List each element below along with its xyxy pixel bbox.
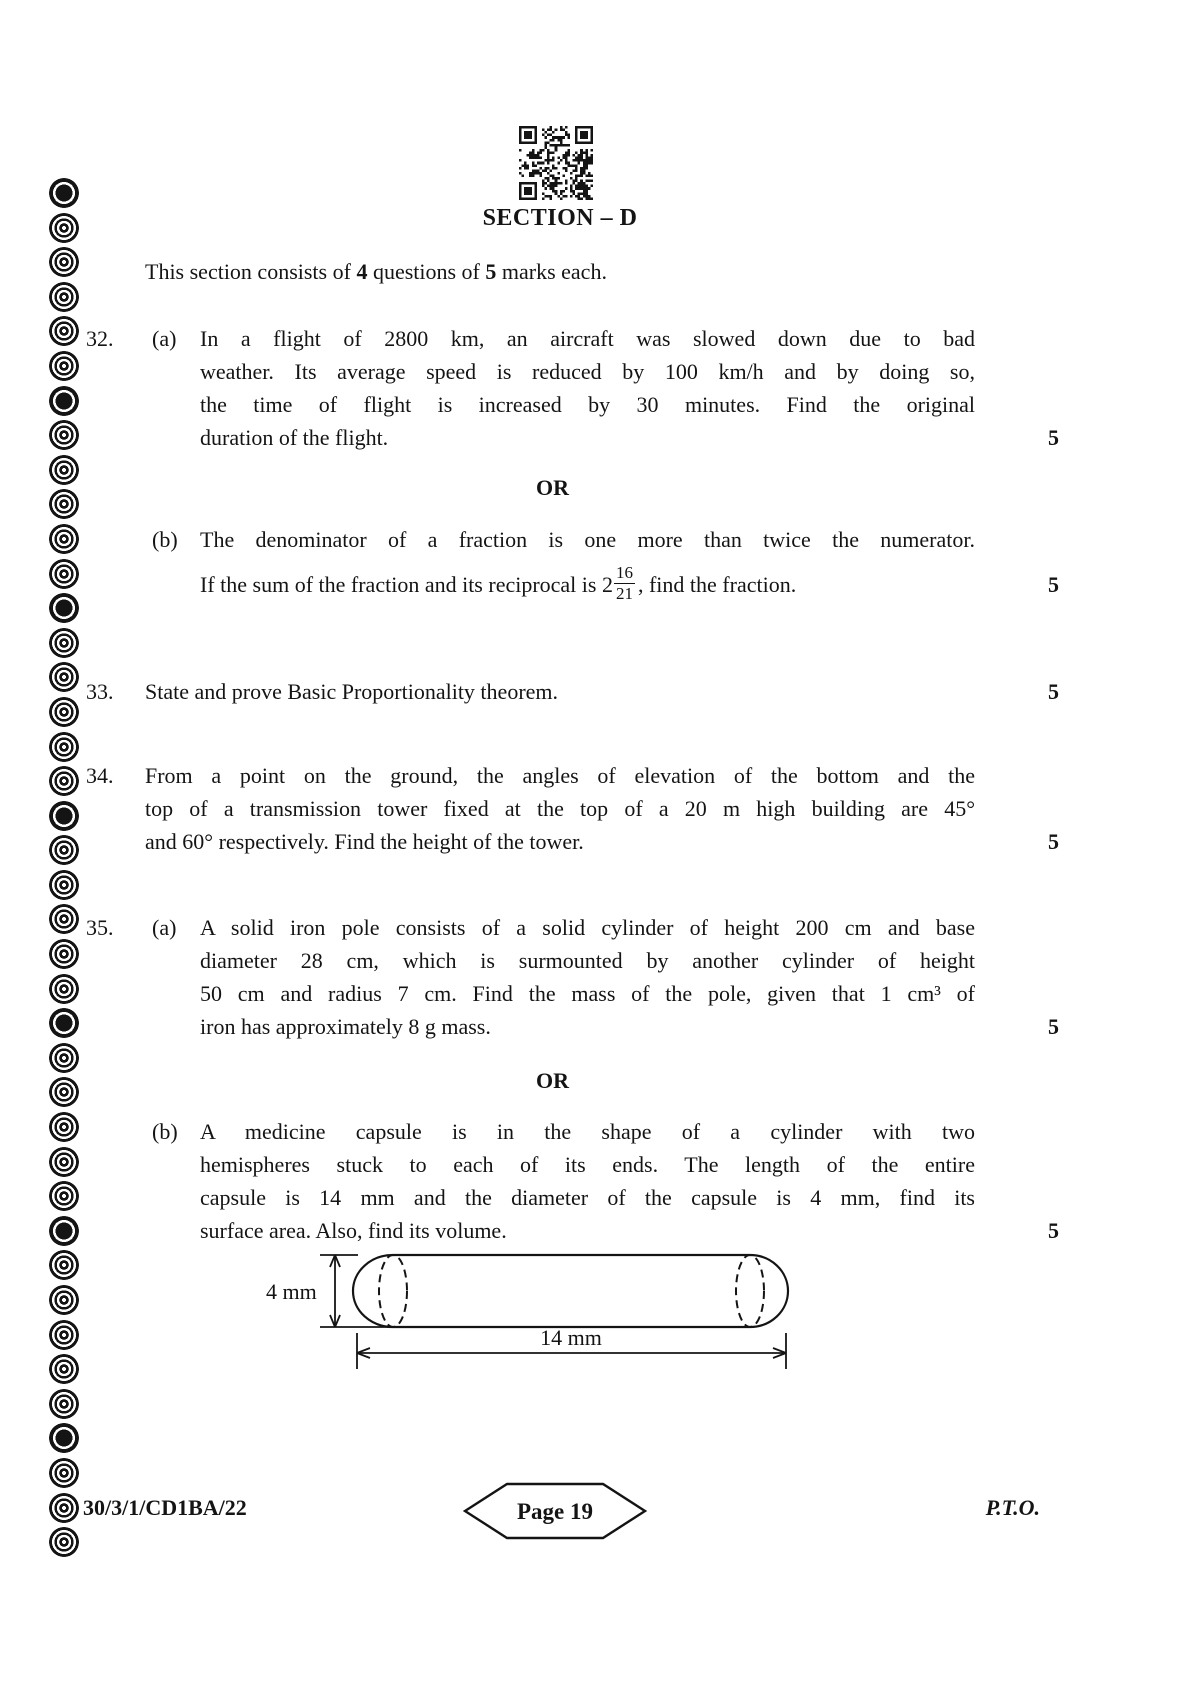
intro-text: questions of [367, 259, 486, 284]
binding-hole [49, 1043, 79, 1073]
q35-part-a-label: (a) [152, 915, 177, 940]
binding-hole [49, 1354, 79, 1384]
q35b-marks: 5 [1048, 1218, 1059, 1243]
binding-hole [49, 1147, 79, 1177]
q32b-text-pre: If the sum of the fraction and its reciprocal is 2 [200, 572, 613, 597]
q35a-marks: 5 [1048, 1014, 1059, 1039]
q35b-line: surface area. Also, find its volume. [200, 1218, 507, 1243]
q32b-fraction-line [200, 553, 975, 617]
page-number-badge [462, 1481, 648, 1541]
capsule-outline [353, 1255, 788, 1327]
q32a-line: the time of flight is increased by 30 minutes. Find the original [200, 392, 975, 417]
binding-hole [49, 1181, 79, 1211]
question-number-32: 32. [86, 326, 114, 351]
binding-hole [49, 904, 79, 934]
q32a-line: duration of the flight. [200, 425, 389, 450]
capsule-diagram [258, 1247, 818, 1375]
question-number-34: 34. [86, 763, 114, 788]
intro-text: marks each. [496, 259, 607, 284]
q32b-line: The denominator of a fraction is one more than twice the numerator. [200, 527, 975, 552]
height-label: 4 mm [266, 1279, 317, 1304]
binding-hole [49, 316, 79, 346]
q32-or-separator: OR [536, 475, 569, 500]
q32a-marks: 5 [1048, 425, 1059, 450]
q35b-line: capsule is 14 mm and the diameter of the capsule is 4 mm, find its [200, 1185, 975, 1210]
binding-hole [49, 1112, 79, 1142]
binding-hole [49, 974, 79, 1004]
intro-question-count: 4 [356, 259, 368, 284]
binding-hole [49, 628, 79, 658]
q34-line: and 60° respectively. Find the height of the tower. [145, 829, 584, 854]
binding-hole [49, 1527, 79, 1557]
question-number-35: 35. [86, 915, 114, 940]
binding-hole [49, 697, 79, 727]
binding-hole [49, 282, 79, 312]
binding-hole [49, 939, 79, 969]
binding-hole-filled [49, 1423, 79, 1453]
binding-hole [49, 420, 79, 450]
binding-hole-filled [49, 593, 79, 623]
binding-hole [49, 662, 79, 692]
binding-holes [49, 178, 79, 1562]
binding-hole [49, 1285, 79, 1315]
q32a-line: weather. Its average speed is reduced by 100 km/h and by doing so, [200, 359, 975, 384]
q32-part-b-label: (b) [152, 527, 178, 552]
length-label: 14 mm [540, 1325, 602, 1350]
page-number-label: Page 19 [516, 1499, 594, 1524]
binding-hole-filled [49, 178, 79, 208]
binding-hole [49, 732, 79, 762]
capsule-left-ellipse [379, 1255, 407, 1327]
q34-line: From a point on the ground, the angles of elevation of the bottom and the [145, 763, 975, 788]
intro-text: This section consists of [145, 259, 357, 284]
binding-hole [49, 1493, 79, 1523]
q32b-marks: 5 [1048, 572, 1059, 597]
q34-line: top of a transmission tower fixed at the top of a 20 m high building are 45° [145, 796, 975, 821]
q35a-line: iron has approximately 8 g mass. [200, 1014, 491, 1039]
q32a-line: In a flight of 2800 km, an aircraft was slowed down due to bad [200, 326, 975, 351]
fraction-numerator: 16 [615, 562, 633, 582]
section-title: SECTION – D [482, 205, 638, 231]
qr-code-icon [519, 126, 593, 200]
binding-hole [49, 247, 79, 277]
capsule-right-ellipse [736, 1255, 764, 1327]
q35b-line: A medicine capsule is in the shape of a cylinder with two [200, 1119, 975, 1144]
binding-hole [49, 559, 79, 589]
fraction-16-21 [614, 563, 635, 603]
binding-hole [49, 524, 79, 554]
section-intro [145, 255, 607, 288]
fraction-denominator: 21 [615, 583, 633, 603]
binding-hole [49, 1320, 79, 1350]
pto-label: P.T.O. [985, 1495, 1040, 1520]
paper-code: 30/3/1/CD1BA/22 [83, 1495, 247, 1520]
q33-marks: 5 [1048, 679, 1059, 704]
binding-hole [49, 351, 79, 381]
binding-hole [49, 455, 79, 485]
binding-hole-filled [49, 1008, 79, 1038]
q34-marks: 5 [1048, 829, 1059, 854]
binding-hole [49, 766, 79, 796]
binding-hole [49, 1389, 79, 1419]
q35a-line: A solid iron pole consists of a solid cylinder of height 200 cm and base [200, 915, 975, 940]
binding-hole [49, 1458, 79, 1488]
binding-hole [49, 213, 79, 243]
binding-hole [49, 489, 79, 519]
intro-marks-count: 5 [485, 259, 497, 284]
binding-hole [49, 1077, 79, 1107]
q32-part-a-label: (a) [152, 326, 177, 351]
binding-hole [49, 870, 79, 900]
q32b-text-post: , find the fraction. [637, 572, 797, 597]
q35b-line: hemispheres stuck to each of its ends. The length of the entire [200, 1152, 975, 1177]
q35-or-separator: OR [536, 1068, 569, 1093]
binding-hole [49, 835, 79, 865]
q33-text: State and prove Basic Proportionality theorem. [145, 679, 559, 704]
binding-hole-filled [49, 386, 79, 416]
q35-part-b-label: (b) [152, 1119, 178, 1144]
question-number-33: 33. [86, 679, 114, 704]
binding-hole-filled [49, 1216, 79, 1246]
q35a-line: diameter 28 cm, which is surmounted by another cylinder of height [200, 948, 975, 973]
binding-hole-filled [49, 801, 79, 831]
binding-hole [49, 1250, 79, 1280]
q35a-line: 50 cm and radius 7 cm. Find the mass of the pole, given that 1 cm³ of [200, 981, 975, 1006]
